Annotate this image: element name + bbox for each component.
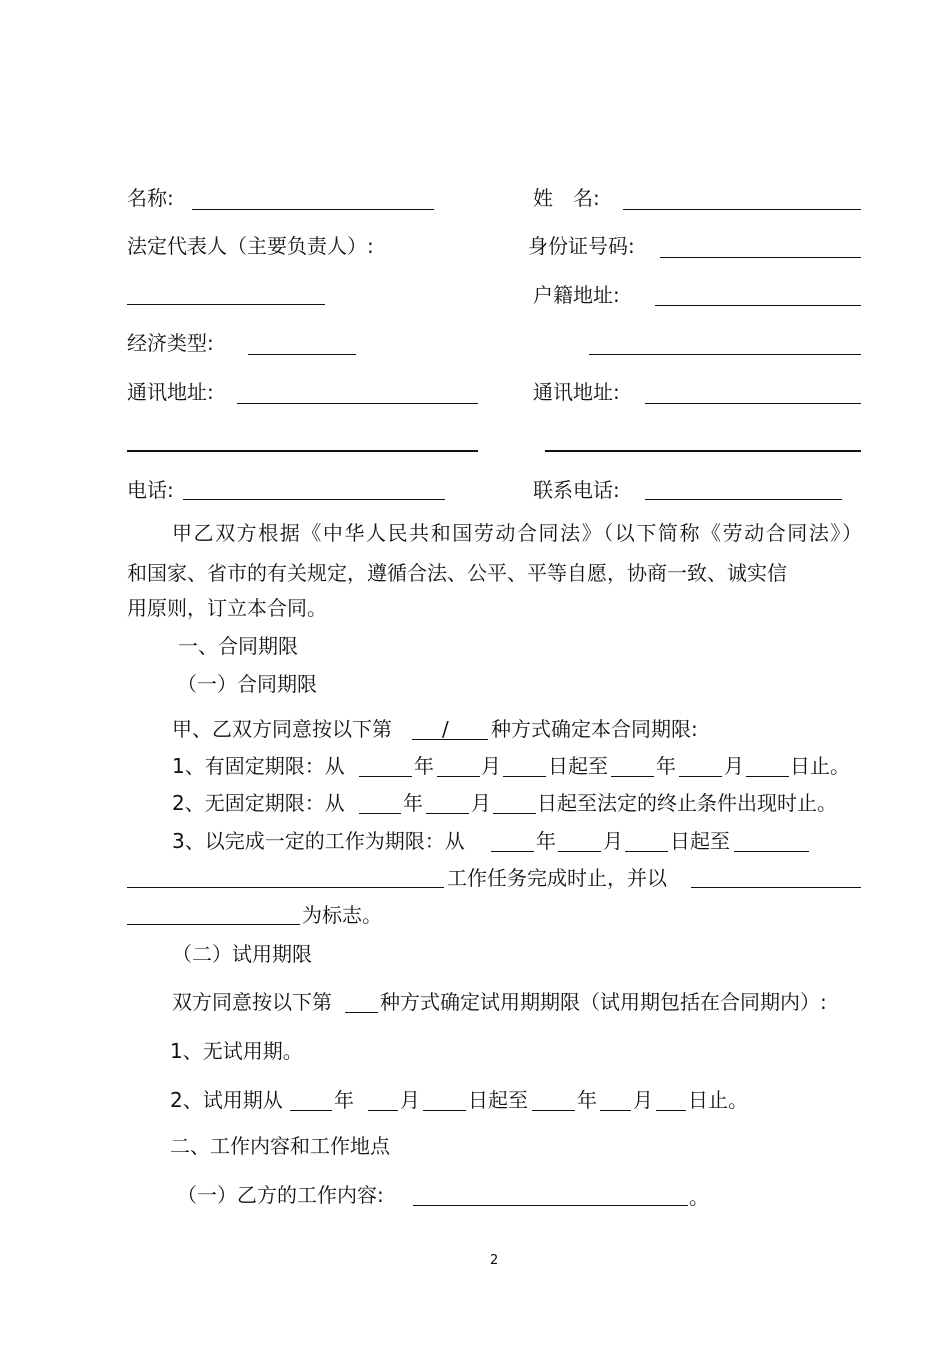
party-a-name-label: 名称: [127, 186, 174, 210]
probation-day-field[interactable] [423, 1110, 466, 1111]
party-b-address-label: 通讯地址: [533, 380, 620, 404]
probation-month-field[interactable] [368, 1110, 398, 1111]
probation-year: 年 [334, 1088, 354, 1112]
opt2-day-field[interactable] [493, 813, 536, 814]
opt1-month2: 月 [724, 754, 744, 778]
probation-choice-field[interactable] [345, 1012, 378, 1013]
probation-day2-field[interactable] [656, 1110, 686, 1111]
opt2-year: 年 [403, 791, 423, 815]
probation-opt1: 1、无试用期。 [170, 1039, 303, 1063]
party-b-address-field-line2[interactable] [545, 450, 861, 452]
opt1-year2-field[interactable] [611, 776, 654, 777]
section-1-sub-1-title: （一）合同期限 [177, 672, 317, 696]
party-a-phone-field[interactable] [183, 499, 445, 500]
probation-end: 日止。 [688, 1088, 748, 1112]
party-b-household-label: 户籍地址: [533, 283, 620, 307]
opt3-end-date-field[interactable] [734, 851, 809, 852]
work-content-label: （一）乙方的工作内容: [177, 1183, 384, 1207]
opt3-mark-field-line2[interactable] [127, 924, 300, 925]
party-a-economy-type-label: 经济类型: [127, 331, 214, 355]
party-b-household-field[interactable] [655, 305, 861, 306]
term-choice-value: / [442, 717, 449, 741]
preamble-line-1: 甲乙双方根据《中华人民共和国劳动合同法》（以下简称《劳动合同法》） [172, 521, 862, 545]
preamble-line-2: 和国家、省市的有关规定，遵循合法、公平、平等自愿，协商一致、诚实信 [127, 561, 787, 585]
section-1-sub-2-title: （二）试用期限 [172, 942, 312, 966]
opt3-lead: 3、以完成一定的工作为期限：从 [172, 829, 465, 853]
opt3-task-field[interactable] [127, 887, 444, 888]
preamble-line-3: 用原则，订立本合同。 [127, 596, 327, 620]
opt1-year: 年 [414, 754, 434, 778]
section-1-title: 一、合同期限 [178, 634, 298, 658]
opt2-lead: 2、无固定期限：从 [172, 791, 345, 815]
party-a-legal-rep-label: 法定代表人（主要负责人）: [127, 234, 374, 258]
page-number: 2 [490, 1253, 499, 1268]
opt2-year-field[interactable] [359, 813, 401, 814]
opt2-end: 日起至法定的终止条件出现时止。 [537, 791, 837, 815]
opt1-year2: 年 [656, 754, 676, 778]
party-b-id-field[interactable] [660, 257, 861, 258]
probation-choice-pre: 双方同意按以下第 [172, 990, 332, 1014]
party-b-phone-field[interactable] [645, 499, 842, 500]
opt3-mark-field[interactable] [691, 887, 861, 888]
opt3-month: 月 [603, 829, 623, 853]
opt2-month-field[interactable] [426, 813, 469, 814]
party-a-phone-label: 电话: [127, 478, 174, 502]
opt1-month-field[interactable] [437, 776, 480, 777]
opt3-month-field[interactable] [558, 851, 601, 852]
party-a-economy-type-field[interactable] [248, 354, 356, 355]
party-a-name-field[interactable] [192, 209, 434, 210]
opt1-year-field[interactable] [359, 776, 412, 777]
party-a-address-field-line2[interactable] [127, 450, 478, 452]
work-content-field[interactable] [413, 1205, 688, 1206]
opt3-year-field[interactable] [491, 851, 534, 852]
opt3-day-until: 日起至 [670, 829, 730, 853]
opt3-mid: 工作任务完成时止，并以 [447, 866, 667, 890]
term-choice-field[interactable] [412, 739, 488, 740]
probation-day-until: 日起至 [468, 1088, 528, 1112]
work-content-end: 。 [689, 1185, 709, 1209]
probation-choice-post: 种方式确定试用期期限（试用期包括在合同期内）: [380, 990, 827, 1014]
opt1-lead: 1、有固定期限：从 [172, 754, 345, 778]
opt3-end: 为标志。 [302, 903, 382, 927]
probation-month: 月 [400, 1088, 420, 1112]
probation-year-field[interactable] [290, 1110, 332, 1111]
opt2-month: 月 [471, 791, 491, 815]
party-b-name-label: 姓 名: [533, 186, 600, 210]
party-a-legal-rep-field[interactable] [127, 304, 325, 305]
opt3-year: 年 [536, 829, 556, 853]
opt1-day-until: 日起至 [548, 754, 608, 778]
party-a-address-field[interactable] [237, 403, 478, 404]
probation-opt2-lead: 2、试用期从 [170, 1088, 283, 1112]
party-b-phone-label: 联系电话: [533, 478, 620, 502]
opt3-day-field[interactable] [625, 851, 668, 852]
section-2-title: 二、工作内容和工作地点 [170, 1134, 390, 1158]
opt1-month2-field[interactable] [679, 776, 722, 777]
probation-year2-field[interactable] [532, 1110, 575, 1111]
probation-month2-field[interactable] [600, 1110, 631, 1111]
probation-year2: 年 [577, 1088, 597, 1112]
opt1-month: 月 [481, 754, 501, 778]
term-choice-post: 种方式确定本合同期限: [491, 717, 698, 741]
opt1-day2-field[interactable] [746, 776, 789, 777]
opt1-end: 日止。 [790, 754, 850, 778]
term-choice-pre: 甲、乙双方同意按以下第 [172, 717, 392, 741]
opt1-day-field[interactable] [503, 776, 546, 777]
party-b-id-label: 身份证号码: [528, 234, 635, 258]
party-b-address-field[interactable] [645, 403, 861, 404]
party-b-household-field-line2[interactable] [589, 354, 861, 355]
party-b-name-field[interactable] [623, 209, 861, 210]
probation-month2: 月 [633, 1088, 653, 1112]
party-a-address-label: 通讯地址: [127, 380, 214, 404]
